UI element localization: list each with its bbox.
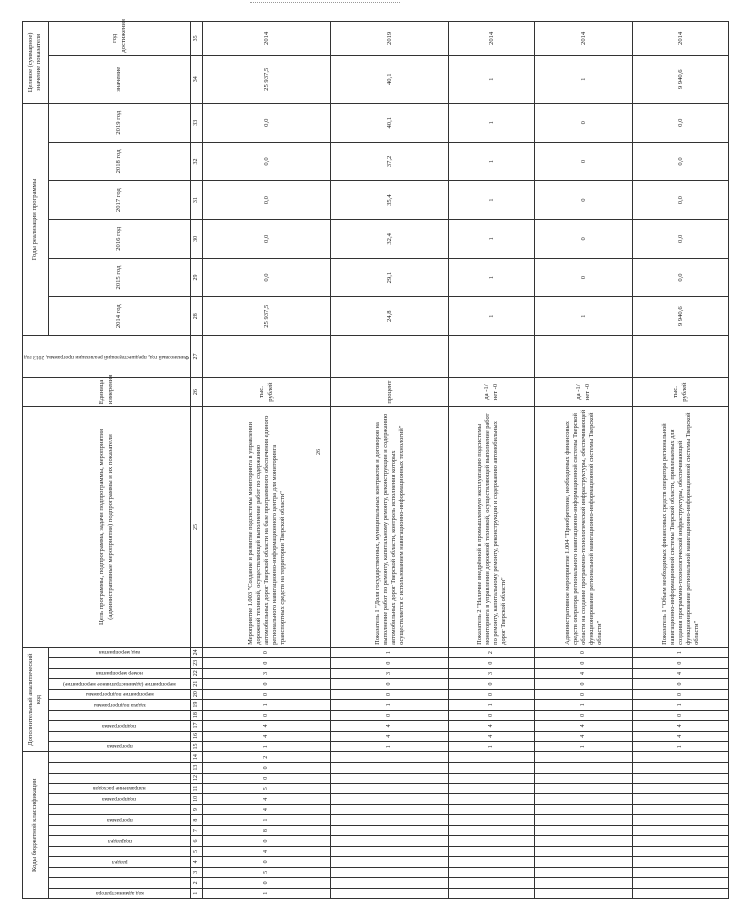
code-cell: 1 xyxy=(633,741,729,751)
final-year: 2014 xyxy=(203,22,331,56)
final-value: 1 xyxy=(449,55,535,103)
year-value: 0 xyxy=(535,258,633,297)
code-cell xyxy=(535,773,633,783)
year-value: 0 xyxy=(535,181,633,220)
year-value: 0,0 xyxy=(633,219,729,258)
column-number: 30 xyxy=(191,219,203,258)
code-cell: 4 xyxy=(203,804,331,814)
section-header: раздел xyxy=(48,857,190,867)
code-cell: 0 xyxy=(535,679,633,689)
page-number: 26 xyxy=(316,449,322,455)
year-value: 0,0 xyxy=(203,103,331,142)
code-cell xyxy=(633,804,729,814)
code-cell: 0 xyxy=(203,689,331,699)
year-value: 35,4 xyxy=(331,181,449,220)
year-2015-header: 2015 год xyxy=(48,258,190,297)
direction-sub xyxy=(48,763,190,773)
code-cell: 4 xyxy=(203,846,331,856)
code-cell: 1 xyxy=(449,700,535,710)
code-cell: 4 xyxy=(331,721,449,731)
column-number: 6 xyxy=(191,836,203,846)
code-cell: 0 xyxy=(535,658,633,668)
column-number: 10 xyxy=(191,794,203,804)
code-cell xyxy=(535,846,633,856)
year-value: 0,0 xyxy=(203,181,331,220)
code-cell xyxy=(633,784,729,794)
analytic-code-header: Дополнительный аналитический код xyxy=(23,647,49,752)
column-number: 23 xyxy=(191,658,203,668)
table-row xyxy=(331,22,449,899)
task-subprogram-header: задача подпрограммы xyxy=(48,700,190,710)
year-2017-header: 2017 год xyxy=(48,181,190,220)
analytic-subprogram-sub xyxy=(48,710,190,720)
column-number: 20 xyxy=(191,689,203,699)
code-cell xyxy=(633,878,729,888)
column-number: 22 xyxy=(191,668,203,678)
event-number-sub xyxy=(48,658,190,668)
column-number: 26 xyxy=(191,377,203,406)
unit-cell: тыс. рублей xyxy=(203,377,331,406)
code-cell xyxy=(449,836,535,846)
code-cell: 0 xyxy=(449,679,535,689)
code-cell xyxy=(331,878,449,888)
code-cell xyxy=(449,794,535,804)
code-cell: 0 xyxy=(203,878,331,888)
admin-code-sub xyxy=(48,878,190,888)
event-number-header: номер мероприятия xyxy=(48,668,190,678)
event-admin-header: мероприятие (административное мероприятие) xyxy=(48,679,190,689)
code-cell: 4 xyxy=(535,721,633,731)
code-cell xyxy=(633,773,729,783)
code-cell: 5 xyxy=(203,867,331,877)
column-number: 1 xyxy=(191,888,203,898)
code-cell xyxy=(449,815,535,825)
year-value: 0 xyxy=(535,219,633,258)
analytic-program-sub xyxy=(48,731,190,741)
code-cell: 1 xyxy=(203,700,331,710)
column-number: 35 xyxy=(191,22,203,56)
value-header: значение xyxy=(48,55,190,103)
code-cell xyxy=(633,857,729,867)
code-cell xyxy=(633,867,729,877)
column-number: 5 xyxy=(191,846,203,856)
year-value: 1 xyxy=(449,297,535,336)
goal-description: Административное мероприятие 1.004 "Приобретение, необходимых финансовых средств оператора регионального навигационно-информационной системы Тверской области на создание программно-технологической инфраструктуры, обеспечивающей функционирование региональной навигационно-информационной системы Тверской области" xyxy=(535,407,633,648)
column-number: 33 xyxy=(191,103,203,142)
event-type-header: вид мероприятия xyxy=(48,647,190,658)
code-cell xyxy=(633,815,729,825)
year-value: 0,0 xyxy=(633,142,729,181)
code-cell xyxy=(331,794,449,804)
code-cell xyxy=(331,857,449,867)
code-cell xyxy=(449,763,535,773)
code-cell: 0 xyxy=(331,679,449,689)
unit-cell: тыс. рублей xyxy=(633,377,729,406)
code-cell: 1 xyxy=(633,700,729,710)
fin-year-cell xyxy=(203,336,331,378)
column-number: 21 xyxy=(191,679,203,689)
final-value: 40,1 xyxy=(331,55,449,103)
code-cell: 1 xyxy=(535,700,633,710)
code-cell: 0 xyxy=(633,679,729,689)
direction-sub xyxy=(48,752,190,763)
year-value: 0 xyxy=(535,142,633,181)
code-cell: 0 xyxy=(535,710,633,720)
fin-year-cell xyxy=(449,336,535,378)
code-cell: 4 xyxy=(449,731,535,741)
code-cell xyxy=(535,888,633,898)
code-cell xyxy=(331,825,449,835)
column-number: 7 xyxy=(191,825,203,835)
code-cell: 1 xyxy=(203,888,331,898)
table-row xyxy=(535,22,633,899)
code-cell xyxy=(331,846,449,856)
analytic-program-header: программа xyxy=(48,741,190,751)
year-2018-header: 2018 год xyxy=(48,142,190,181)
code-cell xyxy=(449,773,535,783)
code-cell: 0 xyxy=(331,689,449,699)
code-cell xyxy=(331,867,449,877)
code-cell: 0 xyxy=(203,857,331,867)
column-number-row xyxy=(191,22,203,899)
year-value: 1 xyxy=(449,181,535,220)
code-cell xyxy=(449,825,535,835)
code-cell xyxy=(535,867,633,877)
column-number: 2 xyxy=(191,878,203,888)
code-cell xyxy=(633,752,729,763)
code-cell: 0 xyxy=(203,773,331,783)
year-2016-header: 2016 год xyxy=(48,219,190,258)
year-value: 1 xyxy=(449,219,535,258)
code-cell: 1 xyxy=(449,741,535,751)
analytic-subprogram-header: подпрограмма xyxy=(48,721,190,731)
code-cell xyxy=(535,784,633,794)
code-cell xyxy=(449,784,535,794)
code-cell: 4 xyxy=(203,721,331,731)
code-cell xyxy=(331,752,449,763)
code-cell xyxy=(633,888,729,898)
final-value-header: Целевое (суммарное) значение показателя xyxy=(23,22,49,104)
column-number: 11 xyxy=(191,784,203,794)
program-header: программа xyxy=(48,815,190,825)
code-cell: 1 xyxy=(203,741,331,751)
column-number: 27 xyxy=(191,336,203,378)
code-cell: 0 xyxy=(331,710,449,720)
year-value: 32,4 xyxy=(331,219,449,258)
code-cell: 0 xyxy=(535,647,633,658)
code-cell: 1 xyxy=(203,815,331,825)
code-cell: 1 xyxy=(331,647,449,658)
fin-year-cell xyxy=(633,336,729,378)
year-value: 1 xyxy=(449,258,535,297)
code-cell: 0 xyxy=(331,658,449,668)
code-cell: 3 xyxy=(449,668,535,678)
code-cell: 8 xyxy=(203,825,331,835)
column-number: 4 xyxy=(191,857,203,867)
fin-year-cell xyxy=(331,336,449,378)
unit-cell: да -1/ нет -0 xyxy=(449,377,535,406)
direction-sub xyxy=(48,773,190,783)
code-cell xyxy=(331,815,449,825)
fin-year-header: Финансовый год, предшествующий реализации программы, 2013 год xyxy=(23,336,191,378)
code-cell: 0 xyxy=(203,836,331,846)
subprogram-header: подпрограмма xyxy=(48,794,190,804)
code-cell xyxy=(331,784,449,794)
code-cell: 4 xyxy=(633,668,729,678)
year-value: 1 xyxy=(449,103,535,142)
code-cell xyxy=(449,752,535,763)
code-cell: 4 xyxy=(633,721,729,731)
unit-header: Единица измерения xyxy=(23,377,191,406)
code-cell: 0 xyxy=(633,658,729,668)
year-2014-header: 2014 год xyxy=(48,297,190,336)
final-value: 1 xyxy=(535,55,633,103)
code-cell xyxy=(535,825,633,835)
year-reach-header: год достижения xyxy=(48,22,190,56)
code-cell: 0 xyxy=(449,658,535,668)
column-number: 34 xyxy=(191,55,203,103)
code-cell xyxy=(633,836,729,846)
final-value: 25 937,5 xyxy=(203,55,331,103)
code-cell xyxy=(331,763,449,773)
code-cell: 1 xyxy=(535,741,633,751)
code-cell xyxy=(535,878,633,888)
event-subprogram-header: мероприятие подпрограммы xyxy=(48,689,190,699)
program-table xyxy=(22,21,729,899)
column-number: 15 xyxy=(191,741,203,751)
final-value: 9 940,6 xyxy=(633,55,729,103)
code-cell: 2 xyxy=(449,647,535,658)
code-cell: 0 xyxy=(535,689,633,699)
column-number: 24 xyxy=(191,647,203,658)
code-cell xyxy=(331,836,449,846)
column-number: 28 xyxy=(191,297,203,336)
code-cell: 4 xyxy=(203,731,331,741)
goal-description: Показатель 1 "Объем необходимых финансовых средств оператора региональной навигационно-информационной системы Тверской области, привлекаемых для создания программно-технологической инфраструктуры, обеспечивающей функционирование региональной навигационно-информационной системы Тверской области" xyxy=(633,407,729,648)
code-cell: 1 xyxy=(331,741,449,751)
code-cell xyxy=(535,804,633,814)
section-sub xyxy=(48,846,190,856)
final-year: 2014 xyxy=(535,22,633,56)
year-value: 25 937,5 xyxy=(203,297,331,336)
code-cell xyxy=(449,878,535,888)
code-cell xyxy=(535,836,633,846)
code-cell: 0 xyxy=(203,679,331,689)
code-cell xyxy=(633,794,729,804)
year-2019-header: 2019 год xyxy=(48,103,190,142)
year-value: 0,0 xyxy=(203,258,331,297)
column-number: 18 xyxy=(191,710,203,720)
code-cell xyxy=(331,888,449,898)
column-number: 3 xyxy=(191,867,203,877)
final-year: 2014 xyxy=(449,22,535,56)
column-number: 16 xyxy=(191,731,203,741)
year-value: 0,0 xyxy=(203,219,331,258)
goals-header: Цель программы, подпрограмма, задачи подпрограммы, мероприятия (административные мероприятия) подпрограммы и их показатели xyxy=(23,407,191,648)
code-cell: 5 xyxy=(203,784,331,794)
year-value: 0,0 xyxy=(633,103,729,142)
final-year: 2019 xyxy=(331,22,449,56)
column-number: 12 xyxy=(191,773,203,783)
code-cell xyxy=(331,804,449,814)
year-value: 0 xyxy=(535,103,633,142)
table-body xyxy=(191,22,729,899)
direction-header: направление расходов xyxy=(48,784,190,794)
code-cell: 0 xyxy=(633,689,729,699)
code-cell: 4 xyxy=(449,721,535,731)
table-row xyxy=(203,22,331,899)
goal-description: Мероприятие 1.003 "Создание и развитие подсистемы мониторинга в управлении дорожной техникой, осуществляющей выполнение работ по содержанию автомобильных дорог Тверской области на базе программного обеспечения единого регионального навигационно-информационного центра для мониторинга транспортных средств на территории Тверской области" xyxy=(203,407,331,648)
code-cell xyxy=(449,846,535,856)
year-value: 0,0 xyxy=(633,181,729,220)
code-cell xyxy=(331,773,449,783)
column-number: 13 xyxy=(191,763,203,773)
code-cell xyxy=(535,794,633,804)
table-row xyxy=(633,22,729,899)
code-cell: 4 xyxy=(203,794,331,804)
unit-cell: процент xyxy=(331,377,449,406)
year-value: 29,1 xyxy=(331,258,449,297)
code-cell xyxy=(633,763,729,773)
code-cell: 0 xyxy=(203,658,331,668)
code-cell: 0 xyxy=(449,710,535,720)
column-number: 19 xyxy=(191,700,203,710)
code-cell: 4 xyxy=(535,668,633,678)
column-number: 8 xyxy=(191,815,203,825)
year-value: 0,0 xyxy=(633,258,729,297)
code-cell xyxy=(633,846,729,856)
year-value: 1 xyxy=(535,297,633,336)
year-value: 37,2 xyxy=(331,142,449,181)
years-header: Годы реализации программы xyxy=(23,103,49,335)
code-cell: 1 xyxy=(633,647,729,658)
column-number: 17 xyxy=(191,721,203,731)
table-row xyxy=(449,22,535,899)
code-cell xyxy=(535,763,633,773)
subsection-sub xyxy=(48,825,190,835)
admin-code-sub xyxy=(48,867,190,877)
code-cell: 0 xyxy=(633,710,729,720)
code-cell: 3 xyxy=(331,668,449,678)
unit-cell: да -1/ нет -0 xyxy=(535,377,633,406)
code-cell xyxy=(535,857,633,867)
final-year: 2014 xyxy=(633,22,729,56)
year-value: 1 xyxy=(449,142,535,181)
code-cell xyxy=(449,804,535,814)
code-cell xyxy=(449,867,535,877)
column-number: 14 xyxy=(191,752,203,763)
program-sub xyxy=(48,804,190,814)
code-cell: 2 xyxy=(203,752,331,763)
fin-year-cell xyxy=(535,336,633,378)
code-cell: 1 xyxy=(331,700,449,710)
budget-codes-header: Коды бюджетной классификации xyxy=(23,752,49,899)
code-cell: 4 xyxy=(331,731,449,741)
column-number: 31 xyxy=(191,181,203,220)
code-cell: 0 xyxy=(449,689,535,699)
column-number: 25 xyxy=(191,407,203,648)
code-cell xyxy=(633,825,729,835)
code-cell: 4 xyxy=(633,731,729,741)
goal-description: Показатель 1 "Доля государственных, муниципальных контрактов и договоров на выполнение работ по ремонту, капитальному ремонту, реконструкции и содержанию автомобильных дорог Тверской области, контроль исполнения которых осуществляется с использованием навигационно-информационных технологий" xyxy=(331,407,449,648)
goal-description: Показатель 2 "Наличие внедрённой в промышленную эксплуатацию подсистемы мониторинга в управлении дорожной техникой, осуществляющей выполнение работ по ремонту, капитальному ремонту, реконструкции и содержанию автомобильных дорог Тверской области" xyxy=(449,407,535,648)
column-number: 29 xyxy=(191,258,203,297)
year-value: 9 940,6 xyxy=(633,297,729,336)
subsection-header: подраздел xyxy=(48,836,190,846)
code-cell: 4 xyxy=(535,731,633,741)
code-cell: 3 xyxy=(203,668,331,678)
admin-code-header: код администратора xyxy=(48,888,190,898)
year-value: 0,0 xyxy=(203,142,331,181)
year-value: 40,1 xyxy=(331,103,449,142)
code-cell xyxy=(535,815,633,825)
year-value: 24,8 xyxy=(331,297,449,336)
column-number: 32 xyxy=(191,142,203,181)
code-cell: 0 xyxy=(203,763,331,773)
code-cell: 0 xyxy=(203,710,331,720)
code-cell xyxy=(449,888,535,898)
code-cell xyxy=(449,857,535,867)
code-cell: 0 xyxy=(203,647,331,658)
code-cell xyxy=(535,752,633,763)
column-number: 9 xyxy=(191,804,203,814)
